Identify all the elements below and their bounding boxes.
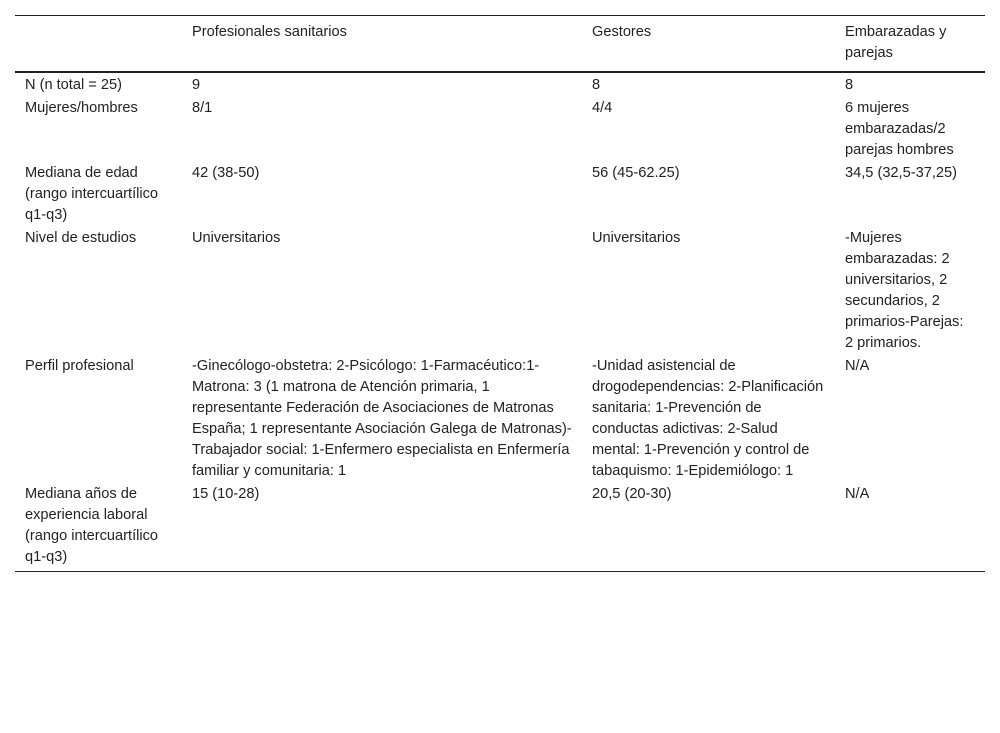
row-label: Perfil profesional bbox=[25, 358, 134, 374]
table-row bbox=[15, 97, 985, 162]
cell-gestores: 56 (45-62.25) bbox=[592, 165, 680, 181]
table-row bbox=[15, 483, 985, 572]
cell-embarazadas: 6 mujeres embarazadas/2 parejas hombres bbox=[845, 100, 954, 158]
cell-embarazadas: 8 bbox=[845, 77, 854, 93]
cell-gestores: Universitarios bbox=[592, 230, 681, 246]
cell-gestores: 20,5 (20-30) bbox=[592, 486, 672, 502]
row-label: Nivel de estudios bbox=[25, 230, 137, 246]
row-label: Mediana de edad (rango intercuartílico q1-q3) bbox=[25, 165, 159, 223]
table-row bbox=[15, 162, 985, 227]
table-row bbox=[15, 355, 985, 483]
header-cell-profesionales: Profesionales sanitarios bbox=[192, 24, 347, 40]
cell-profesionales: -Ginecólogo-obstetra: 2-Psicólogo: 1-Farmacéutico:1-Matrona: 3 (1 matrona de Atención primaria, 1 representante Federación de Asociaciones de Matronas España; 1 representante Asociación Galega de Matronas)-Trabajador social: 1-Enfermero especialista en Enfermería familiar y comunitaria: 1 bbox=[192, 358, 572, 479]
header-cell-embarazadas: Embarazadas y parejas bbox=[845, 24, 947, 61]
cell-profesionales: 15 (10-28) bbox=[192, 486, 260, 502]
row-label: Mediana años de experiencia laboral (rango intercuartílico q1-q3) bbox=[25, 486, 159, 565]
cell-gestores: 8 bbox=[592, 77, 601, 93]
table-body bbox=[15, 72, 985, 572]
row-label: N (n total = 25) bbox=[25, 77, 122, 93]
cell-profesionales: 42 (38-50) bbox=[192, 165, 260, 181]
table-header bbox=[15, 16, 985, 73]
table-row bbox=[15, 72, 985, 97]
demographics-table bbox=[15, 15, 985, 572]
header-row bbox=[15, 16, 985, 73]
cell-embarazadas: N/A bbox=[845, 358, 870, 374]
cell-gestores: 4/4 bbox=[592, 100, 613, 116]
cell-profesionales: 8/1 bbox=[192, 100, 213, 116]
table-row bbox=[15, 227, 985, 355]
cell-gestores: -Unidad asistencial de drogodependencias: 2-Planificación sanitaria: 1-Prevención de conductas adictivas: 2-Salud mental: 1-Prevención y control de tabaquismo: 1-Epidemiólogo: 1 bbox=[592, 358, 824, 479]
cell-profesionales: 9 bbox=[192, 77, 201, 93]
cell-profesionales: Universitarios bbox=[192, 230, 281, 246]
data-table-container bbox=[15, 15, 985, 572]
cell-embarazadas: 34,5 (32,5-37,25) bbox=[845, 165, 957, 181]
header-cell-empty bbox=[15, 16, 182, 73]
row-label: Mujeres/hombres bbox=[25, 100, 138, 116]
header-cell-gestores: Gestores bbox=[592, 24, 652, 40]
cell-embarazadas: N/A bbox=[845, 486, 870, 502]
cell-embarazadas: -Mujeres embarazadas: 2 universitarios, 2 secundarios, 2 primarios-Parejas: 2 primarios. bbox=[845, 230, 964, 351]
